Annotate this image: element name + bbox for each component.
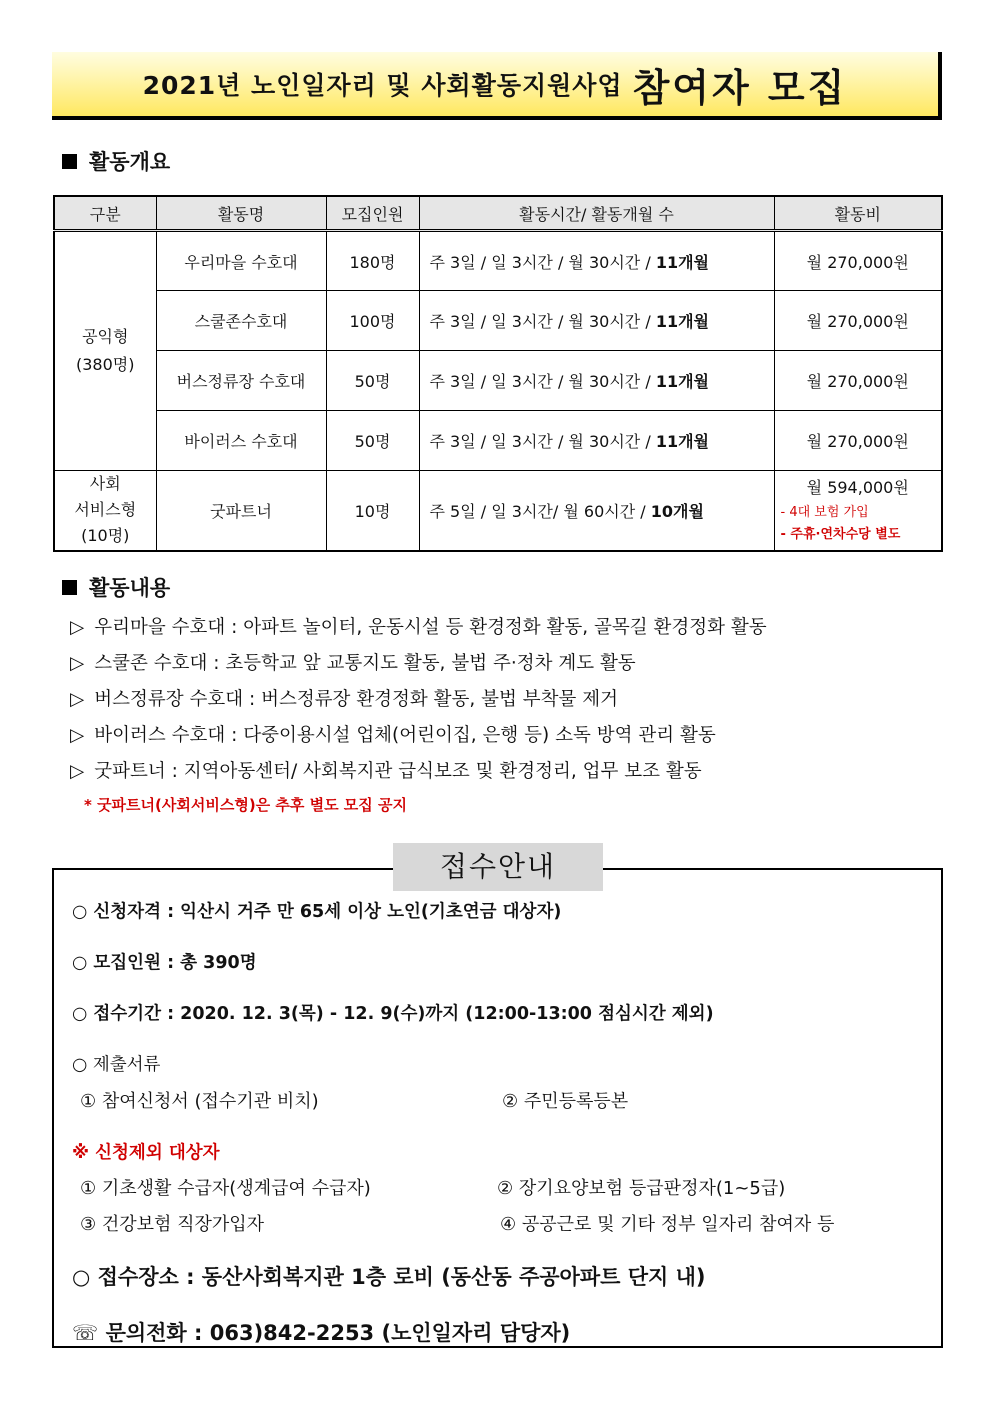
list-item: ▷ 바이러스 수호대 : 다중이용시설 업체(어린이집, 은행 등) 소독 방역 관리 활동 xyxy=(70,725,716,746)
excluded-item: ③ 건강보험 직장가입자 xyxy=(80,1214,265,1235)
activity-time: 주 3일 / 일 3시간 / 월 30시간 / 11개월 xyxy=(419,291,774,351)
list-item: ▷ 우리마을 수호대 : 아파트 놀이터, 운동시설 등 환경정화 활동, 골목길 환경정화 활동 xyxy=(70,617,767,638)
excluded-item: ② 장기요양보험 등급판정자(1~5급) xyxy=(497,1178,786,1199)
recruit-count: 50명 xyxy=(326,351,419,411)
docs-label: ○ 제출서류 xyxy=(72,1055,161,1075)
triangle-bullet-icon: ▷ xyxy=(70,761,85,782)
triangle-bullet-icon: ▷ xyxy=(70,689,85,710)
recruit-count: 50명 xyxy=(326,411,419,471)
activity-time: 주 3일 / 일 3시간 / 월 30시간 / 11개월 xyxy=(419,231,774,291)
months: 10개월 xyxy=(650,501,704,521)
table-row xyxy=(54,351,942,411)
page-title-banner xyxy=(52,52,942,120)
group-label: 공익형 xyxy=(82,327,129,346)
place-line: ○ 접수장소 : 동산사회복지관 1층 로비 (동산동 주공아파트 단지 내) xyxy=(72,1265,706,1289)
recruit-count: 180명 xyxy=(326,231,419,291)
activity-name: 굿파트너 xyxy=(156,471,326,551)
square-bullet-icon xyxy=(62,580,77,595)
reception-title: 접수안내 xyxy=(393,843,603,891)
excluded-item: ① 기초생활 수급자(생계급여 수급자) xyxy=(80,1178,371,1199)
group-cell-public xyxy=(54,231,156,471)
page-title-emphasis: 참여자 모집 xyxy=(632,65,848,110)
square-bullet-icon xyxy=(62,154,77,169)
overview-heading-text: 활동개요 xyxy=(89,150,171,174)
period-line: ○ 접수기간 : 2020. 12. 3(목) - 12. 9(수)까지 (12:00-13:00 점심시간 제외) xyxy=(72,1004,714,1024)
list-item: ▷ 굿파트너 : 지역아동센터/ 사회복지관 급식보조 및 환경정리, 업무 보조 활동 xyxy=(70,761,702,782)
doc-item: ② 주민등록등본 xyxy=(502,1091,629,1112)
doc-item: ① 참여신청서 (접수기관 비치) xyxy=(80,1091,319,1112)
group-cell-service: 사회 서비스형 (10명) xyxy=(54,471,156,551)
table-row xyxy=(54,231,942,291)
activity-pay: 월 270,000원 xyxy=(774,351,942,411)
activity-pay-cell xyxy=(774,471,942,551)
triangle-bullet-icon: ▷ xyxy=(70,653,85,674)
activity-name: 버스정류장 수호대 xyxy=(156,351,326,411)
triangle-bullet-icon: ▷ xyxy=(70,617,85,638)
column-header: 활동시간/ 활동개월 수 xyxy=(419,196,774,231)
column-header: 활동명 xyxy=(156,196,326,231)
activity-name: 우리마을 수호대 xyxy=(156,231,326,291)
pay-note: - 주휴·연차수당 별도 xyxy=(780,526,901,542)
activity-pay: 월 594,000원 xyxy=(806,477,909,497)
contents-heading-text: 활동내용 xyxy=(89,576,171,600)
months: 11개월 xyxy=(655,252,709,272)
months: 11개월 xyxy=(655,312,709,331)
activity-pay: 월 270,000원 xyxy=(774,231,942,291)
activity-name: 바이러스 수호대 xyxy=(156,411,326,471)
list-item: ▷ 버스정류장 수호대 : 버스정류장 환경정화 활동, 불법 부착물 제거 xyxy=(70,689,619,710)
table-row xyxy=(54,471,942,551)
months: 11개월 xyxy=(655,372,709,391)
table-row xyxy=(54,291,942,351)
page-title: 2021년 노인일자리 및 사회활동지원사업 xyxy=(142,71,623,100)
activity-time: 주 3일 / 일 3시간 / 월 30시간 / 11개월 xyxy=(419,351,774,411)
excluded-item: ④ 공공근로 및 기타 정부 일자리 참여자 등 xyxy=(500,1214,835,1235)
contents-note: * 굿파트너(사회서비스형)은 추후 별도 모집 공지 xyxy=(84,796,407,814)
column-header: 구분 xyxy=(54,196,156,231)
group-count: (380명) xyxy=(76,355,135,374)
pay-note: - 4대 보험 가입 xyxy=(780,504,869,520)
activity-time: 주 3일 / 일 3시간 / 월 30시간 / 11개월 xyxy=(419,411,774,471)
activity-name: 스쿨존수호대 xyxy=(156,291,326,351)
excluded-label: ※ 신청제외 대상자 xyxy=(72,1143,220,1163)
phone-line: ☏ 문의전화 : 063)842-2253 (노인일자리 담당자) xyxy=(72,1321,571,1345)
table-header-row xyxy=(54,196,942,231)
list-item: ▷ 스쿨존 수호대 : 초등학교 앞 교통지도 활동, 불법 주·정차 계도 활동 xyxy=(70,653,636,674)
months: 11개월 xyxy=(655,432,709,451)
activity-pay: 월 270,000원 xyxy=(774,411,942,471)
table-row xyxy=(54,411,942,471)
activity-table xyxy=(53,195,943,552)
activity-pay: 월 270,000원 xyxy=(774,291,942,351)
column-header: 활동비 xyxy=(774,196,942,231)
recruit-count: 10명 xyxy=(326,471,419,551)
column-header: 모집인원 xyxy=(326,196,419,231)
recruit-count: 100명 xyxy=(326,291,419,351)
contents-heading xyxy=(62,572,170,602)
activity-content-list xyxy=(70,610,950,820)
overview-heading xyxy=(62,146,170,176)
triangle-bullet-icon: ▷ xyxy=(70,725,85,746)
eligibility-line: ○ 신청자격 : 익산시 거주 만 65세 이상 노인(기초연금 대상자) xyxy=(72,902,562,922)
activity-time: 주 5일 / 일 3시간/ 월 60시간 / 10개월 xyxy=(419,471,774,551)
recruit-line: ○ 모집인원 : 총 390명 xyxy=(72,953,257,973)
